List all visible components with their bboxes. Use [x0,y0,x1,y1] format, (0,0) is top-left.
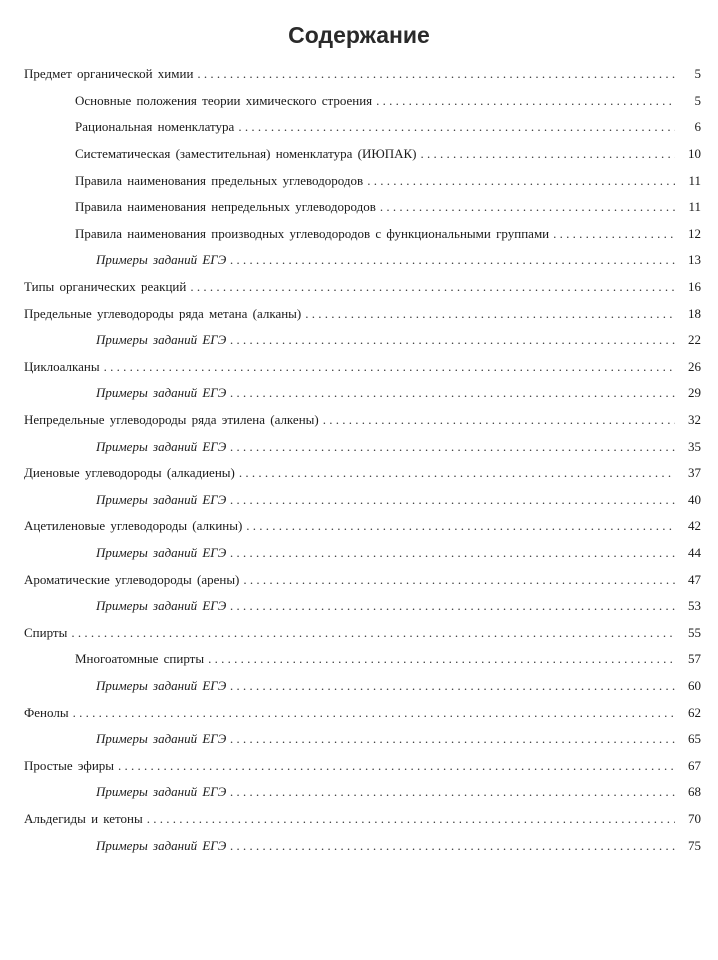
toc-entry-title: Ацетиленовые углеводороды (алкины) [24,518,243,534]
dot-leader [376,93,675,109]
toc-entry [0,300,718,327]
toc-entry [0,646,718,673]
toc-entry-page: 44 [688,544,701,560]
toc-entry-title: Правила наименования производных углеводородов с функциональными группами [75,225,550,241]
toc-entry-page: 60 [688,677,701,693]
dot-leader [190,279,675,295]
toc-entry-title: Примеры заданий ЕГЭ [96,491,227,507]
toc-entry [0,61,718,88]
toc-entry-page: 42 [688,518,701,534]
toc-entry-page: 47 [688,571,701,587]
toc-entry [0,726,718,753]
dot-leader [239,465,675,481]
toc-entry [0,194,718,221]
toc-entry-page: 13 [688,252,701,268]
toc-entry-title: Правила наименования непредельных углеводородов [75,199,376,215]
dot-leader [230,385,675,401]
toc-entry-title: Альдегиды и кетоны [24,810,143,826]
dot-leader [243,572,675,588]
dot-leader [73,705,675,721]
toc-entry-title: Спирты [24,624,68,640]
toc-entry-title: Примеры заданий ЕГЭ [96,544,227,560]
toc-entry-page: 53 [688,598,701,614]
dot-leader [230,598,675,614]
toc-entry-page: 68 [688,784,701,800]
toc-entry-title: Примеры заданий ЕГЭ [96,332,227,348]
dot-leader [230,332,675,348]
dot-leader [104,359,675,375]
dot-leader [420,146,675,162]
toc-entry [0,221,718,248]
toc-entry-page: 12 [688,225,701,241]
toc-entry-page: 67 [688,757,701,773]
toc-entry-page: 29 [688,385,701,401]
toc-entry-page: 11 [688,172,701,188]
toc-entry-title: Фенолы [24,704,69,720]
toc-entry-page: 6 [694,119,701,135]
toc-entry [0,114,718,141]
toc-entry-title: Примеры заданий ЕГЭ [96,731,227,747]
dot-leader [118,758,675,774]
toc-entry-page: 37 [688,465,701,481]
toc-entry-title: Примеры заданий ЕГЭ [96,438,227,454]
table-of-contents [0,61,718,859]
toc-entry-page: 18 [688,305,701,321]
toc-entry-page: 5 [694,92,701,108]
toc-entry [0,673,718,700]
toc-entry-title: Циклоалканы [24,358,100,374]
dot-leader [197,66,675,82]
toc-entry-title: Систематическая (заместительная) номенклатура (ИЮПАК) [75,146,417,162]
toc-entry-title: Рациональная номенклатура [75,119,235,135]
toc-entry-title: Диеновые углеводороды (алкадиены) [24,465,235,481]
dot-leader [71,625,675,641]
toc-entry-title: Примеры заданий ЕГЭ [96,677,227,693]
toc-entry-page: 75 [688,837,701,853]
toc-entry [0,433,718,460]
dot-leader [380,199,675,215]
dot-leader [323,412,675,428]
dot-leader [230,731,675,747]
toc-entry [0,274,718,301]
dot-leader [367,173,675,189]
toc-entry [0,167,718,194]
toc-entry [0,779,718,806]
toc-entry-page: 62 [688,704,701,720]
toc-entry [0,487,718,514]
toc-entry [0,513,718,540]
dot-leader [238,119,675,135]
dot-leader [305,306,675,322]
toc-entry-title: Ароматические углеводороды (арены) [24,571,240,587]
toc-entry [0,619,718,646]
toc-entry-page: 65 [688,731,701,747]
toc-entry-title: Многоатомные спирты [75,651,205,667]
toc-entry-page: 11 [688,199,701,215]
toc-entry-page: 26 [688,358,701,374]
toc-entry-page: 32 [688,412,701,428]
toc-entry [0,327,718,354]
toc-entry-page: 55 [688,624,701,640]
dot-leader [208,651,675,667]
toc-entry-page: 35 [688,438,701,454]
dot-leader [230,439,675,455]
toc-entry-title: Предельные углеводороды ряда метана (алканы) [24,305,302,321]
toc-entry-page: 5 [694,66,701,82]
toc-entry-title: Простые эфиры [24,757,115,773]
toc-entry [0,247,718,274]
dot-leader [246,518,675,534]
dot-leader [230,678,675,694]
toc-entry-title: Основные положения теории химического строения [75,92,373,108]
toc-entry-title: Примеры заданий ЕГЭ [96,598,227,614]
toc-entry [0,407,718,434]
toc-entry [0,141,718,168]
toc-entry [0,460,718,487]
toc-entry [0,88,718,115]
toc-entry-title: Примеры заданий ЕГЭ [96,252,227,268]
toc-entry-page: 70 [688,810,701,826]
toc-entry [0,540,718,567]
toc-entry-title: Примеры заданий ЕГЭ [96,837,227,853]
toc-entry-page: 40 [688,491,701,507]
dot-leader [230,545,675,561]
dot-leader [147,811,675,827]
toc-entry-title: Правила наименования предельных углеводородов [75,172,364,188]
toc-entry [0,806,718,833]
toc-entry-page: 22 [688,332,701,348]
toc-entry-page: 10 [688,146,701,162]
dot-leader [230,492,675,508]
page-title: Содержание [288,22,430,48]
toc-entry [0,380,718,407]
toc-entry [0,354,718,381]
toc-entry [0,699,718,726]
toc-entry-page: 16 [688,279,701,295]
toc-entry [0,566,718,593]
dot-leader [230,252,675,268]
toc-entry [0,752,718,779]
dot-leader [230,784,675,800]
toc-entry-title: Предмет органической химии [24,66,194,82]
toc-entry-title: Типы органических реакций [24,279,187,295]
dot-leader [553,226,675,242]
dot-leader [230,838,675,854]
toc-entry-title: Непредельные углеводороды ряда этилена (алкены) [24,412,319,428]
toc-entry-page: 57 [688,651,701,667]
toc-entry [0,832,718,859]
toc-entry-title: Примеры заданий ЕГЭ [96,784,227,800]
toc-entry-title: Примеры заданий ЕГЭ [96,385,227,401]
toc-entry [0,593,718,620]
